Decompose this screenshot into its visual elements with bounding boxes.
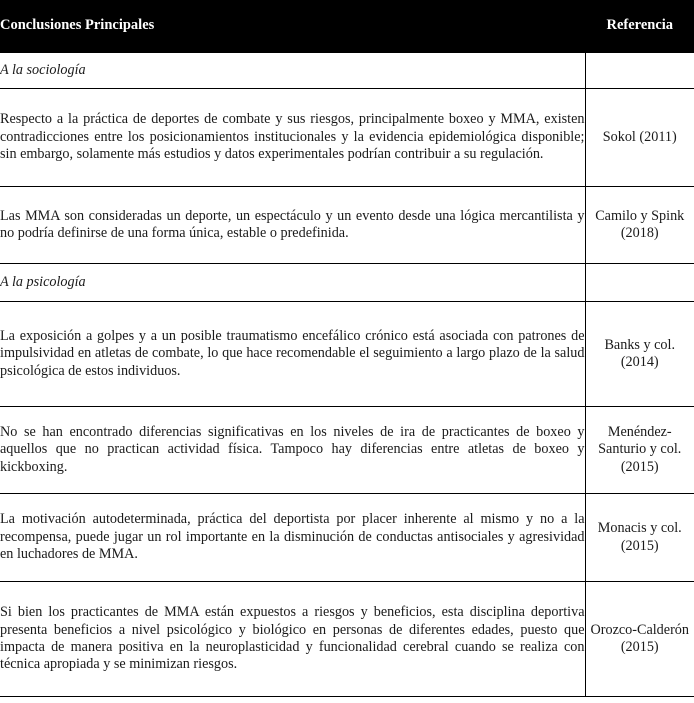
table-row <box>0 582 694 697</box>
category-label: A la psicología <box>0 264 585 302</box>
table-row <box>0 494 694 582</box>
conclusion-text: Las MMA son consideradas un deporte, un espectáculo y un evento desde una lógica mercantilista y no podría definirse de una forma única, estable o predefinida. <box>0 187 585 264</box>
conclusion-text: Si bien los practicantes de MMA están expuestos a riesgos y beneficios, esta disciplina deportiva presenta beneficios a nivel psicológico y biológico en personas de diferentes edades, puesto que impacta de manera positiva en la neuroplasticidad y funcionalidad cerebral cuando se realiza con técnica apropiada y se minimizan riesgos. <box>0 582 585 697</box>
category-row-sociology <box>0 53 694 89</box>
reference-text: Monacis y col. (2015) <box>585 494 694 582</box>
table-row <box>0 187 694 264</box>
reference-text: Menéndez-Santurio y col. (2015) <box>585 407 694 494</box>
reference-text: Orozco-Calderón (2015) <box>585 582 694 697</box>
conclusion-text: No se han encontrado diferencias significativas en los niveles de ira de practicantes de boxeo y aquellos que no practican actividad física. Tampoco hay diferencias entre atletas de boxeo y kickboxing. <box>0 407 585 494</box>
reference-text: Banks y col. (2014) <box>585 302 694 407</box>
conclusion-text: La motivación autodeterminada, práctica del deportista por placer inherente al mismo y no a la recompensa, puede jugar un rol importante en la disminución de conductas antisociales y agresividad en luchadores de MMA. <box>0 494 585 582</box>
table-header-row <box>0 0 694 53</box>
header-conclusions: Conclusiones Principales <box>0 0 585 53</box>
table-row <box>0 407 694 494</box>
conclusion-text: La exposición a golpes y a un posible traumatismo encefálico crónico está asociada con patrones de impulsividad en atletas de combate, lo que hace recomendable el seguimiento a largo plazo de la salud psicológica de estos individuos. <box>0 302 585 407</box>
reference-text: Camilo y Spink (2018) <box>585 187 694 264</box>
header-reference: Referencia <box>585 0 694 53</box>
category-label: A la sociología <box>0 53 585 89</box>
reference-text: Sokol (2011) <box>585 89 694 187</box>
table-row <box>0 89 694 187</box>
table-row <box>0 302 694 407</box>
conclusion-text: Respecto a la práctica de deportes de combate y sus riesgos, principalmente boxeo y MMA, existen contradicciones entre los posicionamientos institucionales y la evidencia epidemiológica disponible; sin embargo, solamente más estudios y datos experimentales podrían contribuir a su regulación. <box>0 89 585 187</box>
category-row-psychology <box>0 264 694 302</box>
